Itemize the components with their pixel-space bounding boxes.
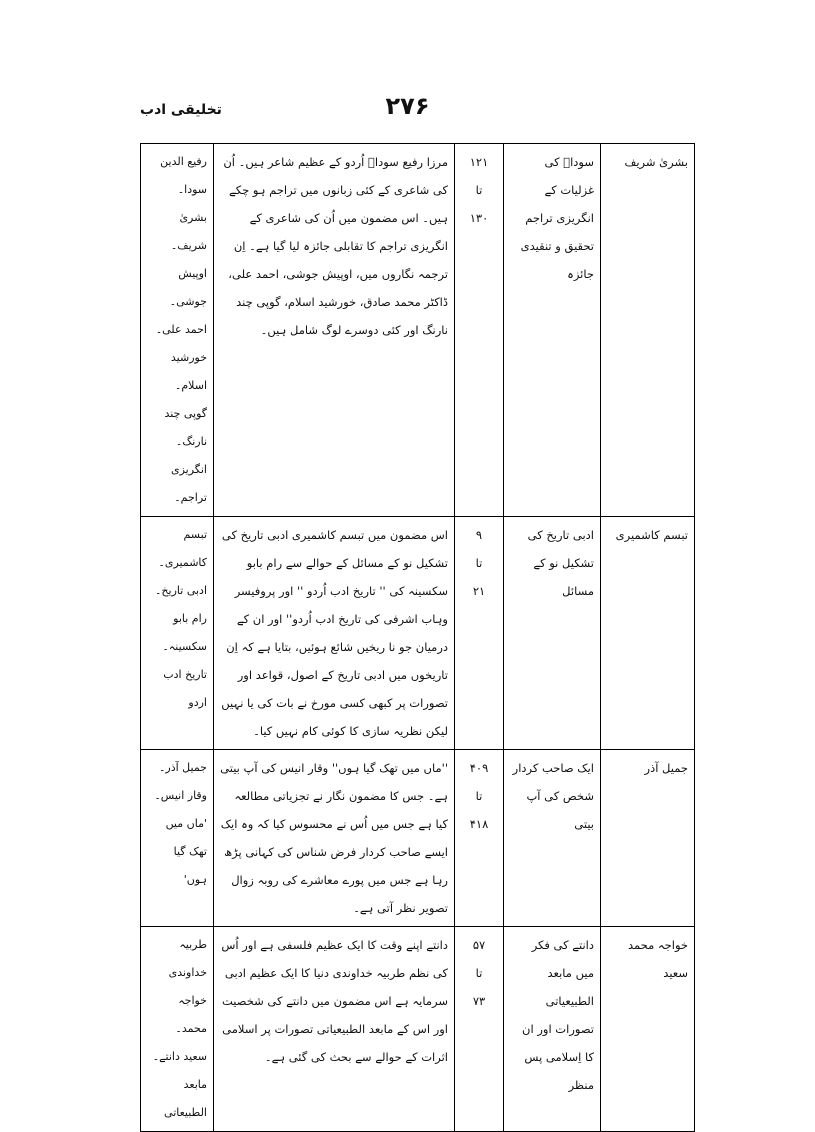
index-term: خورشید اسلام۔ <box>170 351 207 392</box>
table-row <box>141 927 695 1132</box>
table-row <box>141 517 695 750</box>
index-term: 'ماں میں تھک گیا ہوں' <box>165 817 207 886</box>
author-cell: جمیل آذر <box>601 750 695 927</box>
index-term: وقار انیس۔ <box>154 789 207 802</box>
page-range-part: تا <box>475 966 483 980</box>
author-cell: خواجہ محمد سعید <box>601 927 695 1132</box>
author-cell: تبسم کاشمیری <box>601 517 695 750</box>
article-title-cell: ادبی تاریخ کی تشکیل نو کے مسائل <box>504 517 601 750</box>
article-title-cell: ایک صاحب کردار شخص کی آپ بیتی <box>504 750 601 927</box>
pages-cell <box>455 750 504 927</box>
index-term: انگریزی تراجم۔ <box>170 463 207 504</box>
index-term: تبسم کاشمیری۔ <box>158 528 207 569</box>
index-term: سعید دانتے۔ <box>152 1050 207 1063</box>
article-title-cell: سوداؔ کی غزلیات کے انگریزی تراجم تحقیق و تنقیدی جائزہ <box>504 144 601 517</box>
index-term: سودا۔ بشریٰ <box>177 183 207 224</box>
page-range-part: ۴۰۹ <box>469 761 489 775</box>
index-term: جوشی۔ احمد علی۔ <box>155 295 207 336</box>
index-terms-cell <box>141 927 214 1132</box>
index-term: گوپی چند نارنگ۔ <box>164 407 207 448</box>
index-term: رفیع الدین <box>160 155 207 168</box>
index-term: جمیل آذر۔ <box>158 761 207 774</box>
page-range-part: ۷۳ <box>472 994 486 1008</box>
summary-cell: اس مضمون میں تبسم کاشمیری ادبی تاریخ کی تشکیل نو کے مسائل کے حوالے سے رام بابو سکسینہ کی '' تاریخ ادب اُردو '' اور پروفیسر وہاب اشرفی کی تاریخ ادب اُردو'' اور ان کے درمیان جو نا ریخیں شائع ہوئیں، بتایا ہے کہ اِن تاریخوں میں ادبی تاریخ کے اصول، قواعد اور تصورات پر کبھی کسی مورخ نے بات کی یا نہیں لیکن نظریہ سازی کا کوئی کام نہیں کیا۔ <box>214 517 455 750</box>
pages-cell <box>455 144 504 517</box>
pages-cell <box>455 517 504 750</box>
summary-cell: ''ماں میں تھک گیا ہوں'' وقار انیس کی آپ بیتی ہے۔ جس کا مضمون نگار نے تجزیاتی مطالعہ کیا ہے جس میں اُس نے محسوس کیا کہ وہ ایک ایسے صاحب کردار فرض شناس کی کہانی پڑھ رہا ہے جس میں پورے معاشرے کی روبہ زوال تصویر نظر آتی ہے۔ <box>214 750 455 927</box>
index-term: طربیہ خداوندی <box>168 938 207 979</box>
summary-cell: مرزا رفیع سوداؔ اُردو کے عظیم شاعر ہیں۔ اُن کی شاعری کے کئی زبانوں میں تراجم ہو چکے ہیں۔ اس مضمون میں اُن کی شاعری کے انگریزی تراجم کا تقابلی جائزہ لیا گیا ہے۔ اِن ترجمہ نگاروں میں، اوپیش جوشی، احمد علی، ڈاکٹر محمد صادق، خورشید اسلام، گوپی چند نارنگ اور کئی دوسرے لوگ شامل ہیں۔ <box>214 144 455 517</box>
page-range-part: ۴۱۸ <box>469 817 489 831</box>
page-range-part: ۲۱ <box>472 584 486 598</box>
page-range-part: تا <box>475 556 483 570</box>
index-terms-cell <box>141 517 214 750</box>
table-row <box>141 750 695 927</box>
page-range-part: ۱۲۱ <box>469 155 489 169</box>
article-title-cell: دانتے کی فکر میں مابعد الطبیعیاتی تصورات اور ان کا اِسلامی پس منظر <box>504 927 601 1132</box>
pages-cell <box>455 927 504 1132</box>
table-row <box>141 144 695 517</box>
author-cell: بشریٰ شریف <box>601 144 695 517</box>
index-terms-cell <box>141 750 214 927</box>
index-term: تاریخ ادب اردو <box>163 668 207 709</box>
page-range-part: ۵۷ <box>472 938 486 952</box>
page-range-part: ۱۳۰ <box>469 211 489 225</box>
index-term: خواجہ محمد۔ <box>175 994 207 1035</box>
page-range-part: تا <box>475 183 483 197</box>
journal-title: تخلیقی ادب <box>140 102 222 118</box>
index-term: شریف۔ اوپیش <box>170 239 207 280</box>
page-range-part: تا <box>475 789 483 803</box>
index-terms-cell <box>141 144 214 517</box>
index-term: رام بابو سکسینہ۔ <box>162 612 207 653</box>
index-term: ادبی تاریخ۔ <box>154 584 207 597</box>
page-header <box>140 92 675 124</box>
page-number: ۲۷۶ <box>385 92 430 120</box>
summary-cell: دانتے اپنے وقت کا ایک عظیم فلسفی ہے اور اُس کی نظم طربیہ خداوندی دنیا کا ایک عظیم ادبی سرمایہ ہے اس مضمون میں دانتے کی شخصیت اور اس کے مابعد الطبیعیاتی تصورات پر اسلامی اثرات کے حوالے سے بحث کی گئی ہے۔ <box>214 927 455 1132</box>
page-range-part: ۹ <box>475 528 483 542</box>
index-table <box>140 143 695 1132</box>
index-term: مابعد الطبیعاتی <box>164 1078 207 1119</box>
